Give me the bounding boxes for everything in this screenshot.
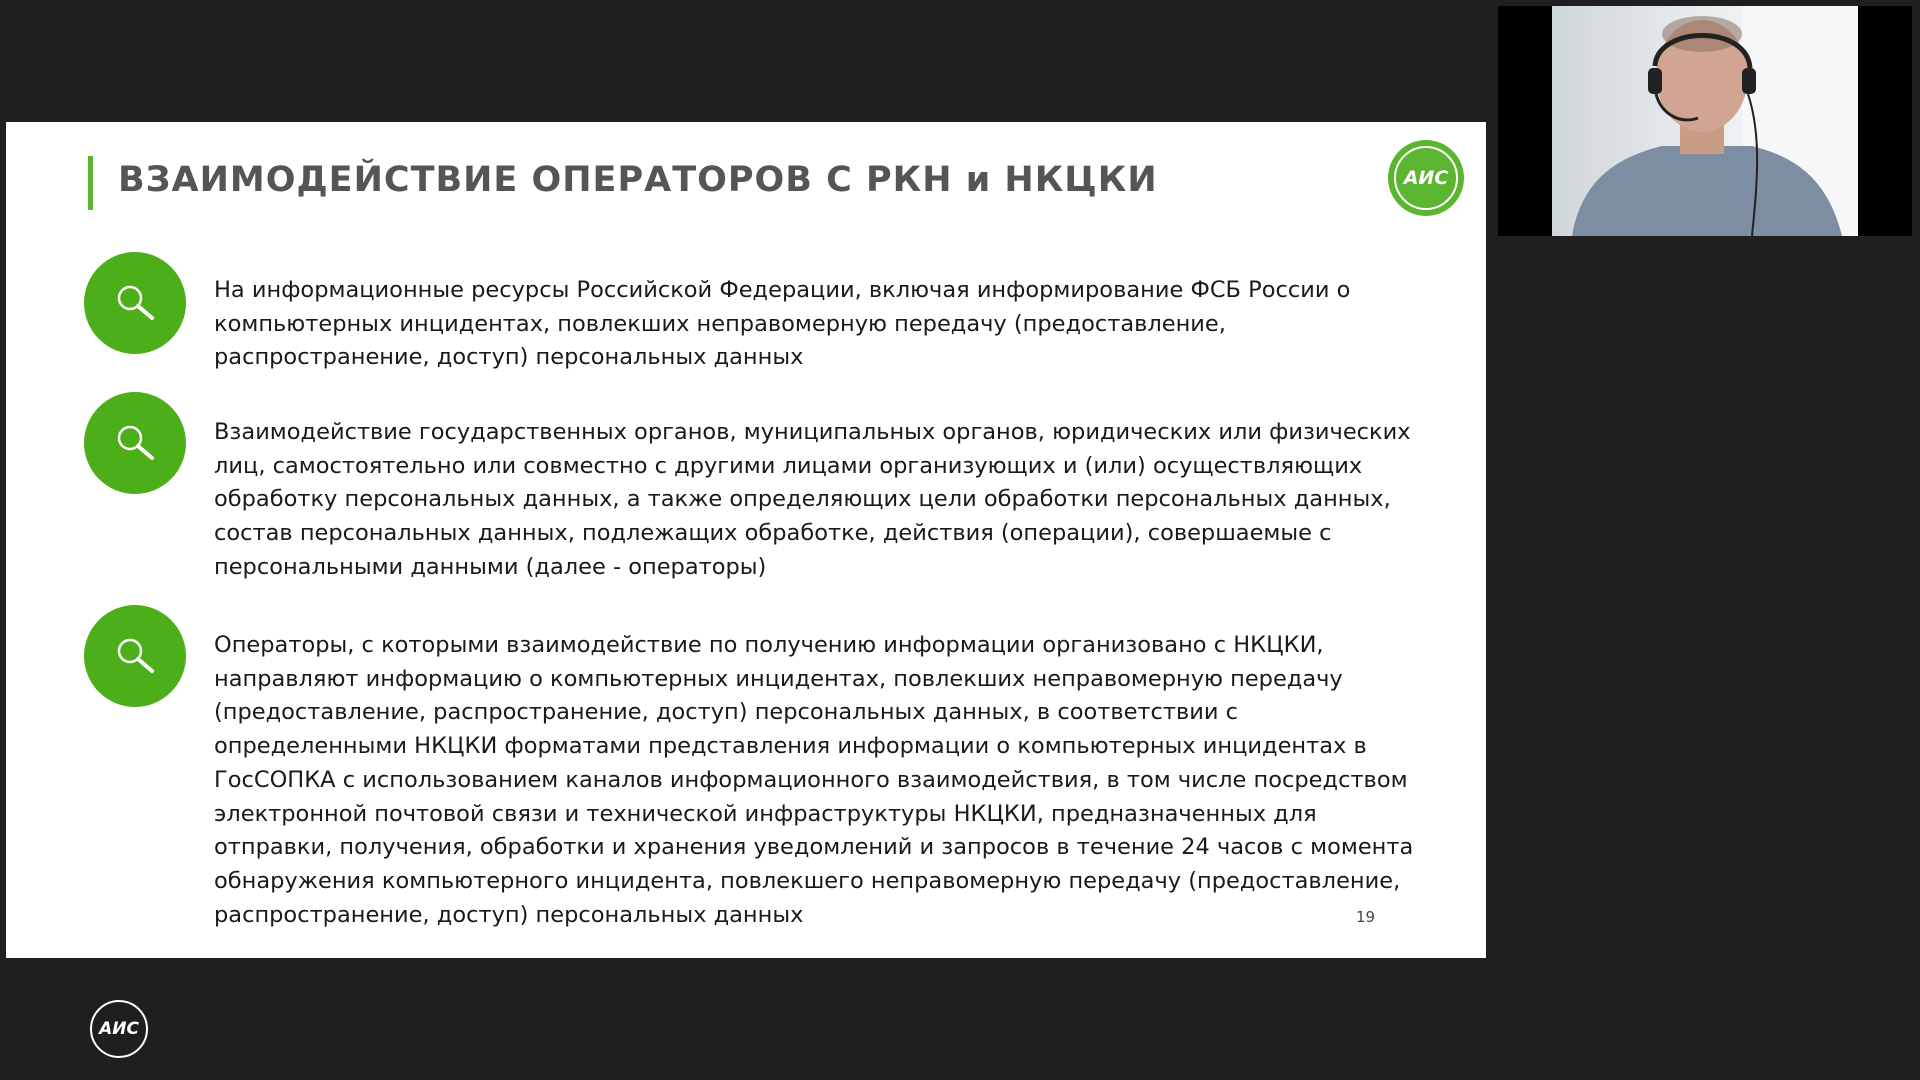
brand-logo (1388, 140, 1464, 216)
item-text: Операторы, с которыми взаимодействие по получению информации организовано с НКЦКИ, направляют информацию о компьютерных инцидентах, повлекших неправомерную передачу (предоставление, распространение, доступ) персональных данных, в соответствии с определенными НКЦКИ форматами представления информации о компьютерных инцидентах в ГосСОПКА с использованием каналов информационного взаимодействия, в том числе посредством электронной почтовой связи и технической инфраструктуры НКЦКИ, предназначенных для отправки, получения, обработки и хранения уведомлений и запросов в течение 24 часов с момента обнаружения компьютерного инцидента, повлекшего неправомерную передачу (предоставление, распространение, доступ) персональных данных (214, 632, 1414, 928)
footer-logo: АИС (90, 1000, 148, 1058)
participant-video (1552, 6, 1858, 236)
item-text: На информационные ресурсы Российской Федерации, включая информирование ФСБ России о компьютерных инцидентах, повлекших неправомерную передачу (предоставление, распространение, доступ) персональных данных (214, 277, 1351, 371)
slide-page-number: 19 (1356, 908, 1376, 926)
presentation-slide (6, 122, 1486, 958)
person-silhouette (1552, 6, 1858, 236)
webcam-feed (1498, 6, 1912, 236)
magnifier-icon (84, 605, 186, 707)
brand-logo-text: АИС (1394, 146, 1458, 210)
magnifier-icon (84, 252, 186, 354)
title-accent-bar (88, 156, 93, 210)
slide-title: ВЗАИМОДЕЙСТВИЕ ОПЕРАТОРОВ С РКН и НКЦКИ (118, 160, 1158, 200)
magnifier-icon (84, 392, 186, 494)
item-text: Взаимодействие государственных органов, муниципальных органов, юридических или физических лиц, самостоятельно или совместно с другими лицами организующих и (или) осуществляющих обработку персональных данных, а также определяющих цели обработки персональных данных, состав персональных данных, подлежащих обработке, действия (операции), совершаемые с персональными данными (далее - операторы) (214, 419, 1411, 580)
